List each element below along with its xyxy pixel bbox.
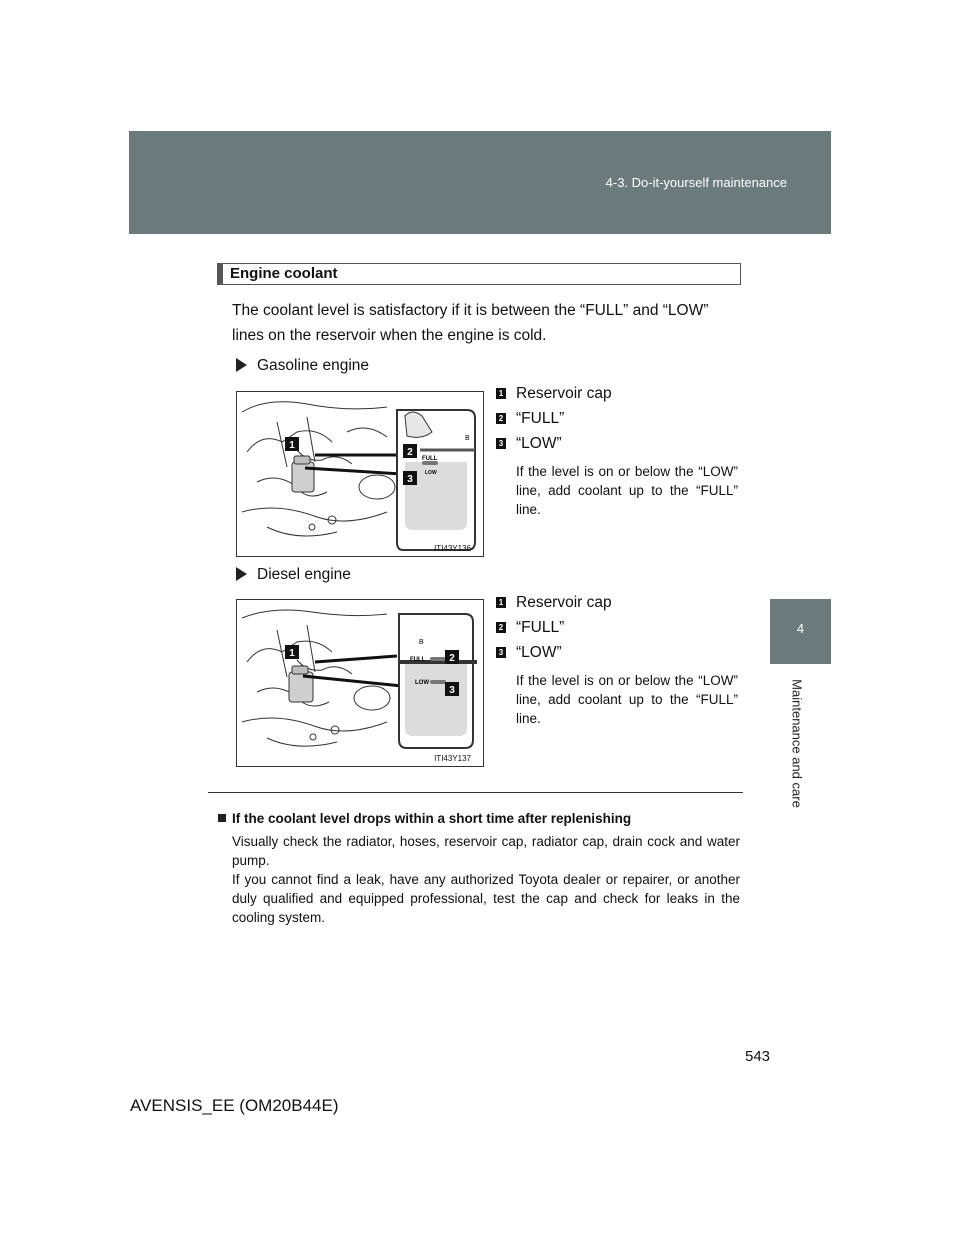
callout-item bbox=[496, 406, 746, 431]
figure-full-label: FULL bbox=[422, 456, 438, 462]
gasoline-heading bbox=[236, 357, 369, 375]
arrow-right-icon bbox=[236, 358, 247, 372]
diesel-heading-text: Diesel engine bbox=[257, 566, 351, 583]
callout-item bbox=[496, 615, 746, 640]
figure-callout-3: 3 bbox=[449, 685, 455, 696]
info-paragraph-1: Visually check the radiator, hoses, reservoir cap, radiator cap, drain cock and water pump. bbox=[232, 834, 740, 868]
callout-item bbox=[496, 590, 746, 615]
figure-low-label: LOW bbox=[415, 680, 429, 686]
callout-badge: 1 bbox=[496, 597, 506, 608]
arrow-right-icon bbox=[236, 567, 247, 581]
callout-note: If the level is on or below the “LOW” line, add coolant up to the “FULL” line. bbox=[516, 464, 738, 517]
callout-text: “LOW” bbox=[516, 643, 562, 661]
header-section-title: 4-3. Do-it-yourself maintenance bbox=[605, 175, 787, 190]
diesel-callouts bbox=[496, 590, 746, 728]
chapter-tab bbox=[770, 599, 831, 664]
chapter-side-label bbox=[782, 680, 812, 820]
page-number: 543 bbox=[745, 1048, 771, 1065]
square-bullet-icon bbox=[218, 814, 226, 822]
figure-callout-2: 2 bbox=[407, 447, 413, 458]
info-heading bbox=[218, 811, 631, 826]
callout-badge: 3 bbox=[496, 647, 506, 658]
diesel-engine-illustration bbox=[237, 600, 483, 766]
page-header bbox=[129, 131, 831, 234]
gasoline-engine-illustration bbox=[237, 392, 483, 556]
callout-item bbox=[496, 431, 746, 456]
figure-code: ITI43Y137 bbox=[434, 754, 471, 763]
footer-model-code: AVENSIS_EE (OM20B44E) bbox=[130, 1096, 339, 1115]
callout-text: “FULL” bbox=[516, 618, 565, 636]
gasoline-callouts bbox=[496, 381, 746, 519]
figure-callout-2: 2 bbox=[449, 653, 455, 664]
callout-text: “LOW” bbox=[516, 434, 562, 452]
diesel-heading bbox=[236, 566, 351, 584]
callout-text: Reservoir cap bbox=[516, 593, 612, 611]
figure-callout-3: 3 bbox=[407, 474, 413, 485]
figure-callout-1: 1 bbox=[289, 648, 295, 659]
figure-low-label: LOW bbox=[425, 470, 437, 476]
figure-full-label: FULL bbox=[410, 657, 426, 663]
gasoline-heading-text: Gasoline engine bbox=[257, 357, 370, 374]
figure-b-label: B bbox=[419, 639, 424, 646]
callout-item bbox=[496, 381, 746, 406]
callout-text: Reservoir cap bbox=[516, 384, 612, 402]
intro-paragraph: The coolant level is satisfactory if it is between the “FULL” and “LOW” lines on the reservoir when the engine is cold. bbox=[232, 302, 709, 344]
callout-badge: 2 bbox=[496, 413, 506, 424]
gasoline-figure bbox=[236, 391, 484, 557]
callout-badge: 2 bbox=[496, 622, 506, 633]
callout-note: If the level is on or below the “LOW” line, add coolant up to the “FULL” line. bbox=[516, 673, 738, 726]
info-paragraph-2: If you cannot find a leak, have any authorized Toyota dealer or repairer, or another duly qualified and equipped professional, test the cap and check for leaks in the cooling system. bbox=[232, 872, 740, 925]
callout-text: “FULL” bbox=[516, 409, 565, 427]
callout-badge: 1 bbox=[496, 388, 506, 399]
chapter-title: Maintenance and care bbox=[789, 679, 805, 808]
callout-item bbox=[496, 640, 746, 665]
section-heading: Engine coolant bbox=[217, 263, 741, 285]
figure-b-label: B bbox=[465, 435, 470, 442]
callout-badge: 3 bbox=[496, 438, 506, 449]
chapter-number: 4 bbox=[796, 621, 805, 636]
diesel-figure bbox=[236, 599, 484, 767]
figure-callout-1: 1 bbox=[289, 440, 295, 451]
figure-code: ITI43Y136 bbox=[434, 544, 471, 553]
info-body bbox=[232, 832, 740, 927]
info-heading-text: If the coolant level drops within a short time after replenishing bbox=[232, 811, 632, 826]
section-divider bbox=[208, 792, 743, 793]
